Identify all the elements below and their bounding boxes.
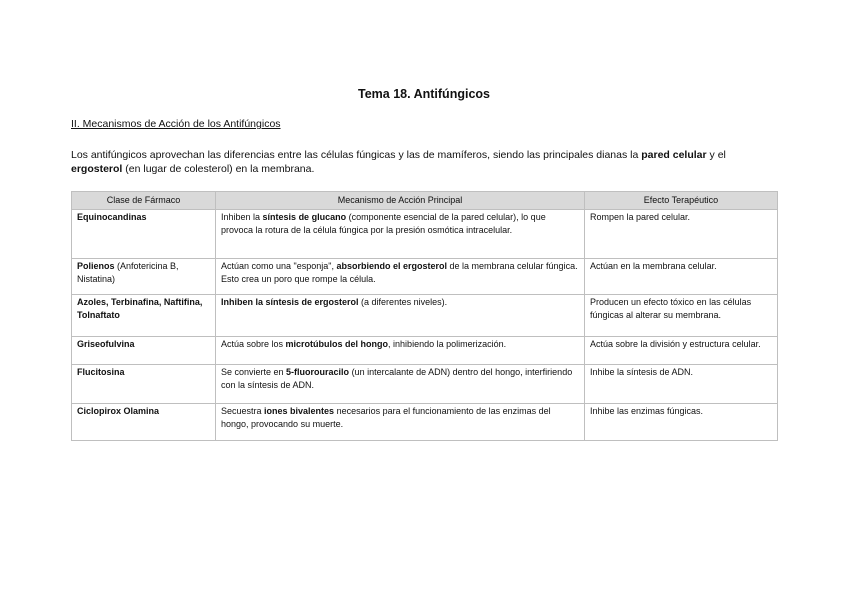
mechanism-text: , inhibiendo la polimerización. (388, 339, 507, 349)
mechanism-cell (216, 337, 585, 365)
intro-text-3: (en lugar de colesterol) en la membrana. (122, 163, 315, 175)
header-mechanism: Mecanismo de Acción Principal (216, 192, 585, 210)
mechanism-cell (216, 210, 585, 259)
mechanism-bold: 5-fluorouracilo (286, 367, 350, 377)
mechanism-text: (a diferentes niveles). (358, 297, 448, 307)
drug-note: (Anfotericina B, Nistatina) (77, 261, 179, 284)
drug-cell (72, 404, 216, 441)
header-drug-class: Clase de Fármaco (72, 192, 216, 210)
drug-name: Azoles, Terbinafina, Naftifina, Tolnaftato (77, 297, 203, 320)
page-title: Tema 18. Antifúngicos (358, 87, 490, 101)
mechanism-text: Se convierte en (221, 367, 287, 377)
drug-name: Equinocandinas (77, 212, 147, 222)
mechanism-bold: Inhiben la síntesis de ergosterol (221, 297, 359, 307)
mechanism-cell (216, 404, 585, 441)
drug-cell (72, 295, 216, 337)
drug-name: Polienos (77, 261, 115, 271)
section-heading: II. Mecanismos de Acción de los Antifúngicos (71, 118, 281, 130)
intro-text-1: Los antifúngicos aprovechan las diferencias entre las células fúngicas y las de mamíferos, siendo las principales dianas la (71, 149, 642, 161)
table-row (72, 404, 778, 441)
mechanism-text: (un intercalante de ADN) dentro del hongo, interfiriendo con la síntesis de ADN. (221, 367, 573, 390)
mechanism-bold: síntesis de glucano (262, 212, 347, 222)
effect-cell: Actúa sobre la división y estructura celular. (585, 337, 778, 365)
drug-cell (72, 365, 216, 404)
intro-bold-pared: pared celular (641, 149, 707, 161)
mechanism-text: Inhiben la (221, 212, 263, 222)
intro-paragraph (71, 148, 761, 176)
mechanism-text: Actúa sobre los (221, 339, 286, 349)
mechanism-cell (216, 295, 585, 337)
mechanism-text: (componente esencial de la pared celular), lo que provoca la rotura de la célula fúngica por la presión osmótica intracelular. (221, 212, 546, 235)
header-effect: Efecto Terapéutico (585, 192, 778, 210)
table-row (72, 337, 778, 365)
drug-cell (72, 210, 216, 259)
mechanism-bold: microtúbulos del hongo (285, 339, 389, 349)
mechanism-cell (216, 259, 585, 295)
effect-cell: Inhibe la síntesis de ADN. (585, 365, 778, 404)
drug-cell (72, 259, 216, 295)
mechanism-text: Secuestra (221, 406, 265, 416)
table-row (72, 259, 778, 295)
drug-name: Ciclopirox Olamina (77, 406, 160, 416)
mechanism-bold: absorbiendo el ergosterol (336, 261, 447, 271)
effect-cell: Rompen la pared celular. (585, 210, 778, 259)
effect-cell: Inhibe las enzimas fúngicas. (585, 404, 778, 441)
mechanism-text: necesarios para el funcionamiento de las enzimas del hongo, provocando su muerte. (221, 406, 551, 429)
mechanism-bold: iones bivalentes (264, 406, 335, 416)
table-header-row (72, 192, 778, 210)
effect-cell: Producen un efecto tóxico en las células fúngicas al alterar su membrana. (585, 295, 778, 337)
drug-cell (72, 337, 216, 365)
effect-cell: Actúan en la membrana celular. (585, 259, 778, 295)
table-row (72, 210, 778, 259)
table-row (72, 295, 778, 337)
table-row (72, 365, 778, 404)
drug-name: Griseofulvina (77, 339, 135, 349)
antifungal-table (71, 191, 778, 441)
intro-bold-ergosterol: ergosterol (71, 163, 123, 175)
drug-name: Flucitosina (77, 367, 125, 377)
intro-text-2: y el (706, 149, 726, 161)
mechanism-cell (216, 365, 585, 404)
mechanism-text: de la membrana celular fúngica. Esto crea un poro que rompe la célula. (221, 261, 578, 284)
mechanism-text: Actúan como una "esponja", (221, 261, 337, 271)
